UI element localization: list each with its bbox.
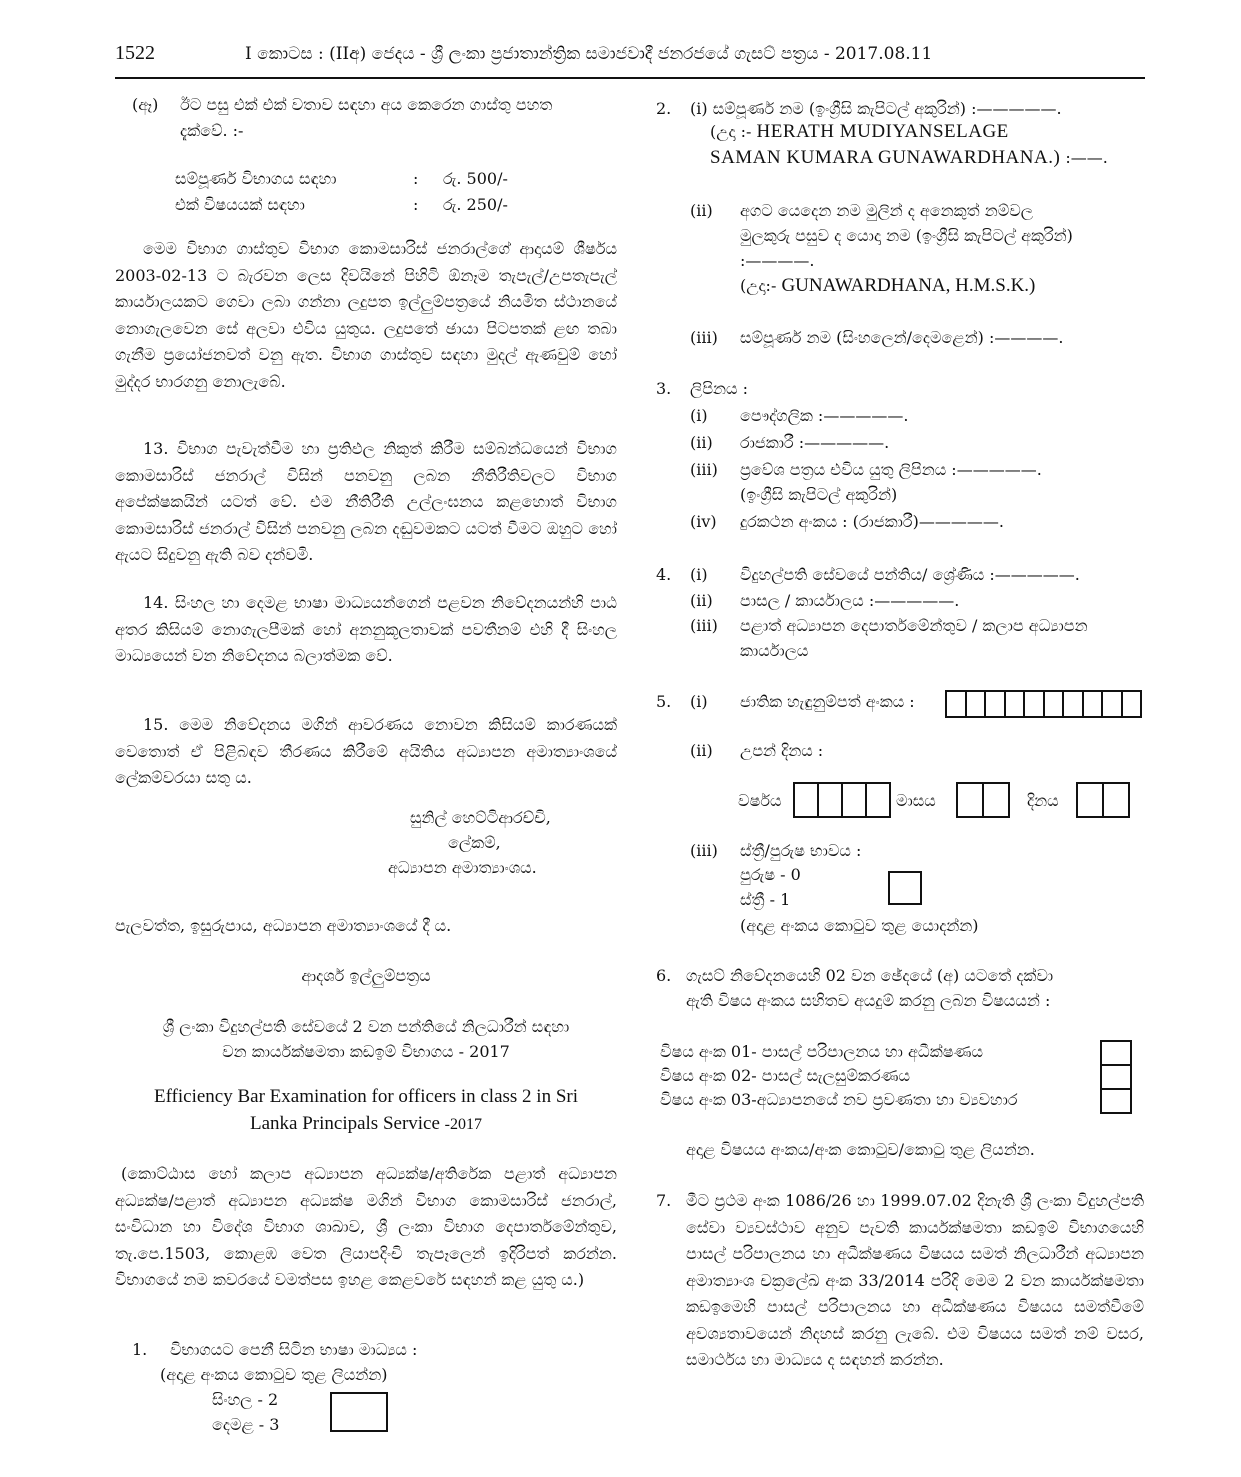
q5-i-nic-label: ජාතික හැඳුනුම්පත් අංකය : bbox=[740, 692, 915, 711]
submission-instructions: (කොට්ඨාස හෝ කලාප අධ්‍යාපන අධ්‍යක්ෂ/අතිරේක පළාත් අධ්‍යාපන අධ්‍යක්ෂ/පළාත් අධ්‍යාපන අධ්‍යක්ෂ මගින් විභාග කොමසාරිස් ජනරාල්, සංවිධාන හා විදේශ විභාග ශාඛාව, ශ්‍රී ලංකා විභාග දෙපාර්තමේන්තුව, තැ.පෙ.1503, කොළඹ වෙත ලියාපදිංචි තැපෑලෙන් ඉදිරිපත් කරන්න. විභාගයේ නම කවරයේ වමත්පස ඉහළ කෙළවරේ සඳහන් කළ යුතු ය.) bbox=[115, 1164, 617, 1289]
q2-ii-line3: :————. bbox=[740, 251, 815, 270]
place-line: පැලවත්ත, ඉසුරුපාය, අධ්‍යාපන අමාත්‍යාංශයේ දී ය. bbox=[115, 916, 452, 935]
fees-intro-line1: ඊට පසු එක් එක් වතාව සඳහා අය කෙරෙන ගාස්තු පහත bbox=[180, 95, 553, 114]
q3-i-personal: පෞද්ගලික :—————. bbox=[740, 406, 909, 425]
signature-title: ලේකම්, bbox=[448, 833, 501, 852]
q1-option-sinhala: සිංහල - 2 bbox=[212, 1390, 279, 1409]
q6-note: අදාළ විෂයය අංකය/අංක කොටුව/කොටු තුළ ලියන්න. bbox=[686, 1140, 1035, 1159]
q4-iii-line2: කාර්යාලය bbox=[740, 641, 809, 660]
q3-number: 3. bbox=[656, 379, 672, 398]
q2-iii-number: (iii) bbox=[690, 328, 718, 347]
para-13: 13. විභාග පැවැත්වීම හා ප්‍රතිඵල නිකුත් කිරීම සම්බන්ධයෙන් විභාග කොමසාරිස් ජනරාල් විසින් පනවනු ලබන නීතිරීතිවලට විභාග අපේක්ෂකයින් යටත් වේ. එම නීතිරීති උල්ලංඝනය කළහොත් විභාග කොමසාරිස් ජනරාල් විසින් පනවනු ලබන දඬුවමකට යටත් වීමට ඔහුට හෝ ඇයට සිදුවනු ඇති බව දන්වමි. bbox=[115, 439, 617, 564]
fees-intro-marker: (ඈ) bbox=[132, 95, 159, 114]
q6-line2: ඇති විෂය අංකය සහිතව අයදුම් කරනු ලබන විෂයයන් : bbox=[686, 991, 1051, 1010]
english-title-line1: Efficiency Bar Examination for officers in class 2 in Sri bbox=[153, 1086, 579, 1107]
fee-one-value: රු. 250/- bbox=[443, 195, 508, 214]
q3-iii-number: (iii) bbox=[690, 460, 718, 479]
q5-ii-birth-date-label: උපන් දිනය : bbox=[740, 741, 824, 760]
q5-day-label: දිනය bbox=[1027, 791, 1059, 810]
nic-number-boxes[interactable] bbox=[945, 690, 1142, 718]
birth-day-boxes[interactable] bbox=[1076, 782, 1130, 818]
q2-iii-full-name-native: සම්පූර්ණ නම (සිංහලෙන්/දෙමළෙන්) :————. bbox=[740, 328, 1064, 347]
subject-number-boxes[interactable] bbox=[1100, 1040, 1132, 1114]
q4-iii-number: (iii) bbox=[690, 616, 718, 635]
page-number: 1522 bbox=[115, 42, 155, 64]
fee-one-sep: : bbox=[413, 195, 419, 214]
para-15: 15. මෙම නිවේදනය මගින් ආවරණය නොවන කිසියම් කාරණයක් වෙතොත් ඒ පිළිබඳව තීරණය කිරීමේ අයිතිය අධ්‍යාපන අමාත්‍යාංශයේ ලේකම්වරයා සතු ය. bbox=[115, 715, 617, 787]
q1-option-tamil: දෙමළ - 3 bbox=[212, 1415, 280, 1434]
header-rule bbox=[115, 77, 1145, 79]
signature-office: අධ්‍යාපන අමාත්‍යාංශය. bbox=[388, 858, 537, 877]
q2-ii-example: GUNAWARDHANA, H.M.S.K.) bbox=[781, 275, 1036, 296]
q3-label: ලිපිනය : bbox=[690, 379, 749, 398]
q5-iii-number: (iii) bbox=[690, 841, 718, 860]
q4-ii-number: (ii) bbox=[690, 591, 713, 610]
form-heading: ආදර්ශ ඉල්ලුම්පත්‍රය bbox=[301, 966, 431, 985]
q3-iv-number: (iv) bbox=[690, 512, 717, 531]
q5-ii-number: (ii) bbox=[690, 741, 713, 760]
q3-ii-official: රාජකාරී :—————. bbox=[740, 433, 890, 452]
q5-month-label: මාසය bbox=[896, 791, 936, 810]
q5-iii-hint: (අදාළ අංකය කොටුව තුළ යොදන්න) bbox=[740, 916, 979, 935]
para-fee: මෙම විභාග ගාස්තුව විභාග කොමසාරිස් ජනරාල්ගේ ආදායම් ශීර්ෂය 2003-02-13 ට බැරවන ලෙස දිවයිනේ පිහිටි ඕනෑම තැපැල්/උපතැපැල් කාර්යාලයකට ගෙවා ලබා ගන්නා ලදුපත ඉල්ලුම්පත්‍රයේ නියමිත ස්ථානයේ නොගැලවෙන සේ අලවා එවිය යුතුය. ලදුපතේ ඡායා පිටපතක් ළඟ තබා ගැනීම ප්‍රයෝජනවත් වනු ඇත. විභාග ගාස්තුව සඳහා මුදල් ඇණවුම් හෝ මුද්දර භාරගනු නොලැබේ. bbox=[115, 239, 617, 391]
q5-year-label: වර්ෂය bbox=[738, 791, 782, 810]
fee-full-sep: : bbox=[413, 169, 419, 188]
english-title-year: -2017 bbox=[444, 1116, 482, 1133]
medium-answer-box[interactable] bbox=[330, 1392, 388, 1432]
q6-subject-02: විෂය අංක 02- පාසල් සැලසුම්කරණය bbox=[660, 1066, 910, 1085]
q2-i-example-tail: :——. bbox=[1065, 148, 1108, 167]
fees-intro-line2: දැක්වේ. :- bbox=[180, 121, 244, 140]
q4-i-number: (i) bbox=[690, 565, 708, 584]
q7-number: 7. bbox=[656, 1191, 672, 1210]
signature-name: සුනිල් හෙට්ටිආරච්චි, bbox=[410, 808, 551, 827]
para-14: 14. සිංහල හා දෙමළ භාෂා මාධ්‍යයන්ගෙන් පළවන නිවේදනයන්හි පාඨ අතර කිසියම් නොගැලපීමක් හෝ අනනුකූලතාවක් පවතීනම් එහි දී සිංහල මාධ්‍යයෙන් වන නිවේදනය බලාත්මක වේ. bbox=[115, 593, 617, 665]
fee-one-label: එක් විෂයයක් සඳහා bbox=[175, 195, 305, 214]
q2-number: 2. bbox=[656, 99, 672, 118]
sinhala-title-line2: වන කාර්යක්ෂමතා කඩඉම් විභාගය - 2017 bbox=[222, 1042, 510, 1061]
q3-iv-telephone: දුරකථන අංකය : (රාජකාරී)—————. bbox=[740, 512, 1004, 531]
q6-number: 6. bbox=[656, 966, 672, 985]
q2-ii-example-prefix: (උදා:- bbox=[740, 276, 777, 295]
q2-i-example-line1: HERATH MUDIYANSELAGE bbox=[756, 121, 1009, 142]
q3-ii-number: (ii) bbox=[690, 433, 713, 452]
q4-iii-line1: පළාත් අධ්‍යාපන දෙපාර්තමේන්තුව / කලාප අධ්‍යාපන bbox=[740, 616, 1088, 635]
english-title-line2: Lanka Principals Service bbox=[249, 1113, 440, 1134]
q4-number: 4. bbox=[656, 565, 672, 584]
birth-year-boxes[interactable] bbox=[793, 782, 891, 818]
q1-hint: (අදාළ අංකය කොටුව තුළ ලියන්න) bbox=[160, 1365, 388, 1384]
q5-number: 5. bbox=[656, 692, 672, 711]
q5-male-option: පුරුෂ - 0 bbox=[740, 865, 801, 884]
gender-answer-box[interactable] bbox=[888, 871, 922, 905]
birth-month-boxes[interactable] bbox=[956, 782, 1010, 818]
q6-subject-01: විෂය අංක 01- පාසල් පරිපාලනය හා අධීක්ෂණය bbox=[660, 1042, 984, 1061]
q4-ii-school-office: පාසල / කාර්යාලය :—————. bbox=[740, 591, 960, 610]
q5-iii-gender-label: ස්ත්‍රී/පුරුෂ භාවය : bbox=[740, 841, 862, 860]
q2-i-example-line2: SAMAN KUMARA GUNAWARDHANA.) bbox=[710, 147, 1061, 168]
q6-subject-03: විෂය අංක 03-අධ්‍යාපනයේ නව ප්‍රවණතා හා ව්‍යවහාර bbox=[660, 1090, 1018, 1109]
q5-female-option: ස්ත්‍රී - 1 bbox=[740, 890, 791, 909]
q3-i-number: (i) bbox=[690, 406, 708, 425]
gazette-header-title: I කොටස : (IIඅ) ජෙදය - ශ්‍රී ලංකා ප්‍රජාතාන්ත්‍රික සමාජවාදී ජනරජයේ ගැසට් පත්‍රය - 2017.08.11 bbox=[245, 44, 933, 64]
q2-i-example-prefix: (උදා :- bbox=[710, 122, 752, 141]
sinhala-title-line1: ශ්‍රී ලංකා විදුහල්පති සේවයේ 2 වන පන්තියේ නිලධාරීන් සඳහා bbox=[162, 1017, 570, 1036]
q1-label: විභාගයට පෙනී සිටින භාෂා මාධ්‍යය : bbox=[170, 1340, 418, 1359]
q3-iii-admission-address: ප්‍රවේශ පත්‍රය එවිය යුතු ලිපිනය :—————. bbox=[740, 460, 1042, 479]
q3-iii-note: (ඉංග්‍රීසි කැපිටල් අකුරින්) bbox=[740, 485, 898, 504]
q2-ii-line1: අගට යෙදෙන නම මුලින් ද අනෙකුත් නම්වල bbox=[740, 201, 1033, 220]
q1-number: 1. bbox=[132, 1340, 148, 1359]
q6-line1: ගැසට් නිවේදනයෙහි 02 වන ඡේදයේ (අ) යටතේ දක්වා bbox=[686, 966, 1054, 985]
q2-ii-number: (ii) bbox=[690, 201, 713, 220]
q4-i-class-grade: විදුහල්පති සේවයේ පන්තිය/ ශ්‍රේණිය :—————. bbox=[740, 565, 1080, 584]
q2-ii-line2: මුලකුරු පසුව ද යොදා නම (ඉංග්‍රීසි කැපිටල් අකුරින්) bbox=[740, 226, 1073, 245]
q7-text: මීට ප්‍රථම අංක 1086/26 හා 1999.07.02 දිනැති ශ්‍රී ලංකා විදුහල්පති සේවා ව්‍යවස්ථාව අනුව පැවති කාර්යක්ෂමතා කඩඉම් විභාගයෙහි පාසල් පරිපාලනය හා අධීක්ෂණය විෂයය සමත් නිලධාරීන් අධ්‍යාපන අමාත්‍යාංශ චක්‍රලේඛ අංක 33/2014 පරිදි මෙම 2 වන කාර්යක්ෂමතා කඩඉමෙහි පාසල් පරිපාලනය හා අධීක්ෂණය විෂයය සමත්වීමේ අවශ්‍යතාවයෙන් නිදහස් කරනු ලැබේ. එම විෂයය සමත් නම් වසර, සමාර්ථය හා මාධ්‍යය ද සඳහන් කරන්න. bbox=[686, 1191, 1144, 1369]
q2-i-full-name-english: (i) සම්පූර්ණ නම (ඉංග්‍රීසි කැපිටල් අකුරින්) :—————. bbox=[690, 99, 1062, 118]
fee-full-label: සම්පූර්ණ විභාගය සඳහා bbox=[175, 169, 337, 188]
q5-i-number: (i) bbox=[690, 692, 708, 711]
fee-full-value: රු. 500/- bbox=[443, 169, 508, 188]
